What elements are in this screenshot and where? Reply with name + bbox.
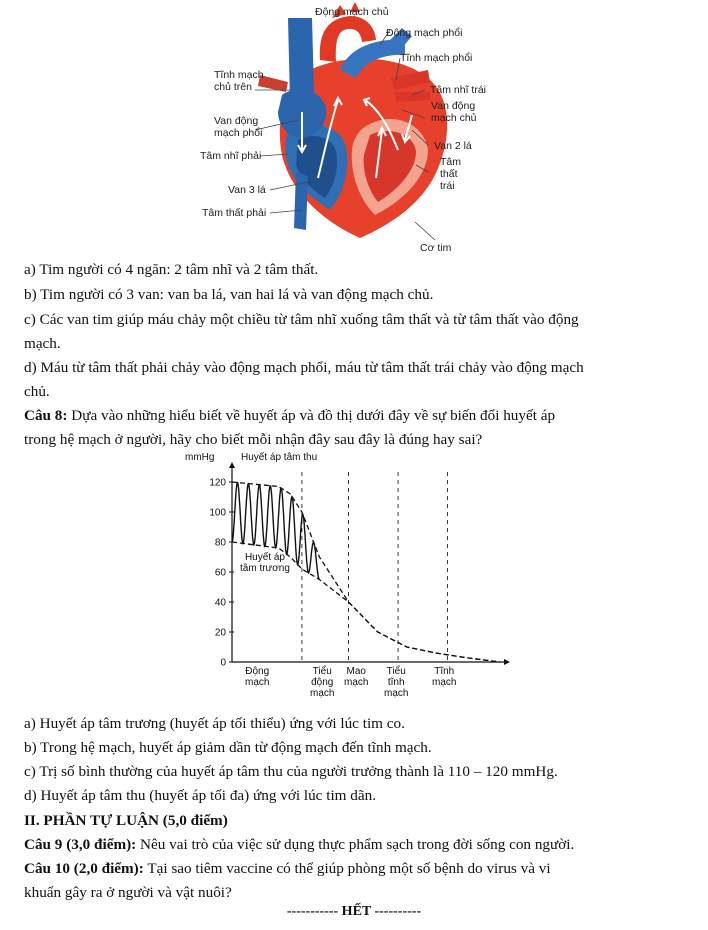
q10-text-1: Tại sao tiêm vaccine có thể giúp phòng một số bệnh do virus và vi xyxy=(143,860,551,877)
q8-question xyxy=(24,405,684,426)
q8-statement-d: d) Huyết áp tâm thu (huyết áp tối đa) ứng với lúc tim dãn. xyxy=(24,787,376,804)
q9-text: Nêu vai trò của việc sử dụng thực phẩm sạch trong đời sống con người. xyxy=(136,836,575,853)
label-pulmonary-valve: Van động mạch phổi xyxy=(214,115,263,139)
y-tick-label: 100 xyxy=(209,507,226,519)
q10-cont: khuẩn gây ra ở người và vật nuôi? xyxy=(24,884,232,901)
q8-question-cont: trong hệ mạch ở người, hãy cho biết mỗi nhận đây sau đây là đúng hay sai? xyxy=(24,431,483,448)
vessel-label-artery: Động mạch xyxy=(245,666,270,688)
q7-statement-b: b) Tim người có 3 van: van ba lá, van hai lá và van động mạch chủ. xyxy=(24,286,434,303)
q7-statement-a: a) Tim người có 4 ngăn: 2 tâm nhĩ và 2 tâm thất. xyxy=(24,261,319,278)
label-right-atrium: Tâm nhĩ phải xyxy=(200,150,262,162)
y-tick-label: 40 xyxy=(214,597,226,609)
label-right-ventricle: Tâm thất phải xyxy=(202,207,267,219)
label-aorta: Động mạch chủ xyxy=(315,6,389,18)
vessel-label-arteriole: Tiểu động mạch xyxy=(310,666,335,699)
q10-title: Câu 10 (2,0 điểm): xyxy=(24,860,144,877)
q8-text-1: Dựa vào những hiểu biết về huyết áp và đồ thị dưới đây về sự biến đổi huyết áp xyxy=(67,407,556,424)
vessel-label-capillary: Mao mạch xyxy=(344,666,369,688)
q8-statement-b: b) Trong hệ mạch, huyết áp giảm dần từ động mạch đến tĩnh mạch. xyxy=(24,739,432,756)
end-marker: ----------- HẾT ---------- xyxy=(286,904,422,919)
label-left-atrium: Tâm nhĩ trái xyxy=(430,84,487,96)
label-svc: Tĩnh mạch chủ trên xyxy=(214,69,264,93)
q8-title: Câu 8: xyxy=(24,407,68,424)
q7-statement-d-cont: chủ. xyxy=(24,383,50,400)
q10 xyxy=(24,858,684,879)
q7-statement-c: c) Các van tim giúp máu chảy một chiều từ tâm nhĩ xuống tâm thất và từ tâm thất vào động xyxy=(24,311,579,328)
q8-statement-c: c) Trị số bình thường của huyết áp tâm thu của người trưởng thành là 110 – 120 mmHg. xyxy=(24,763,558,780)
label-pulmonary-artery: Động mạch phổi xyxy=(386,27,463,39)
annotation-systolic: Huyết áp tâm thu xyxy=(241,452,318,463)
y-tick-label: 60 xyxy=(214,567,226,579)
label-tricuspid-valve: Van 3 lá xyxy=(228,184,266,196)
q9 xyxy=(24,834,684,855)
chart-ylabel: mmHg xyxy=(185,452,215,463)
label-aortic-valve: Van động mạch chủ xyxy=(431,100,477,124)
y-tick-label: 80 xyxy=(214,537,226,549)
label-myocardium: Cơ tim xyxy=(420,242,452,254)
label-pulmonary-vein: Tĩnh mạch phổi xyxy=(400,52,473,64)
q9-title: Câu 9 (3,0 điểm): xyxy=(24,836,137,853)
vessel-label-venule: Tiểu tĩnh mạch xyxy=(384,666,409,699)
q8-statement-a: a) Huyết áp tâm trương (huyết áp tối thiểu) ứng với lúc tim co. xyxy=(24,715,405,732)
x-axis-arrow xyxy=(504,659,510,665)
vessel-label-vein: Tĩnh mạch xyxy=(432,666,457,688)
bp-chart xyxy=(180,452,510,712)
heart-diagram xyxy=(190,0,520,256)
y-tick-label: 0 xyxy=(220,657,226,669)
label-mitral-valve: Van 2 lá xyxy=(434,140,472,152)
y-axis-arrow xyxy=(229,462,235,468)
y-tick-label: 20 xyxy=(214,627,226,639)
q7-statement-d: d) Máu từ tâm thất phải chảy vào động mạch phổi, máu từ tâm thất trái chảy vào động mạch xyxy=(24,359,584,376)
part2-heading: II. PHẦN TỰ LUẬN (5,0 điểm) xyxy=(24,812,228,829)
y-tick-label: 120 xyxy=(209,477,226,489)
annotation-diastolic: Huyết áp tâm trương xyxy=(240,552,290,574)
q7-statement-c-cont: mạch. xyxy=(24,335,61,352)
label-left-ventricle: Tâm thất trái xyxy=(440,156,461,192)
